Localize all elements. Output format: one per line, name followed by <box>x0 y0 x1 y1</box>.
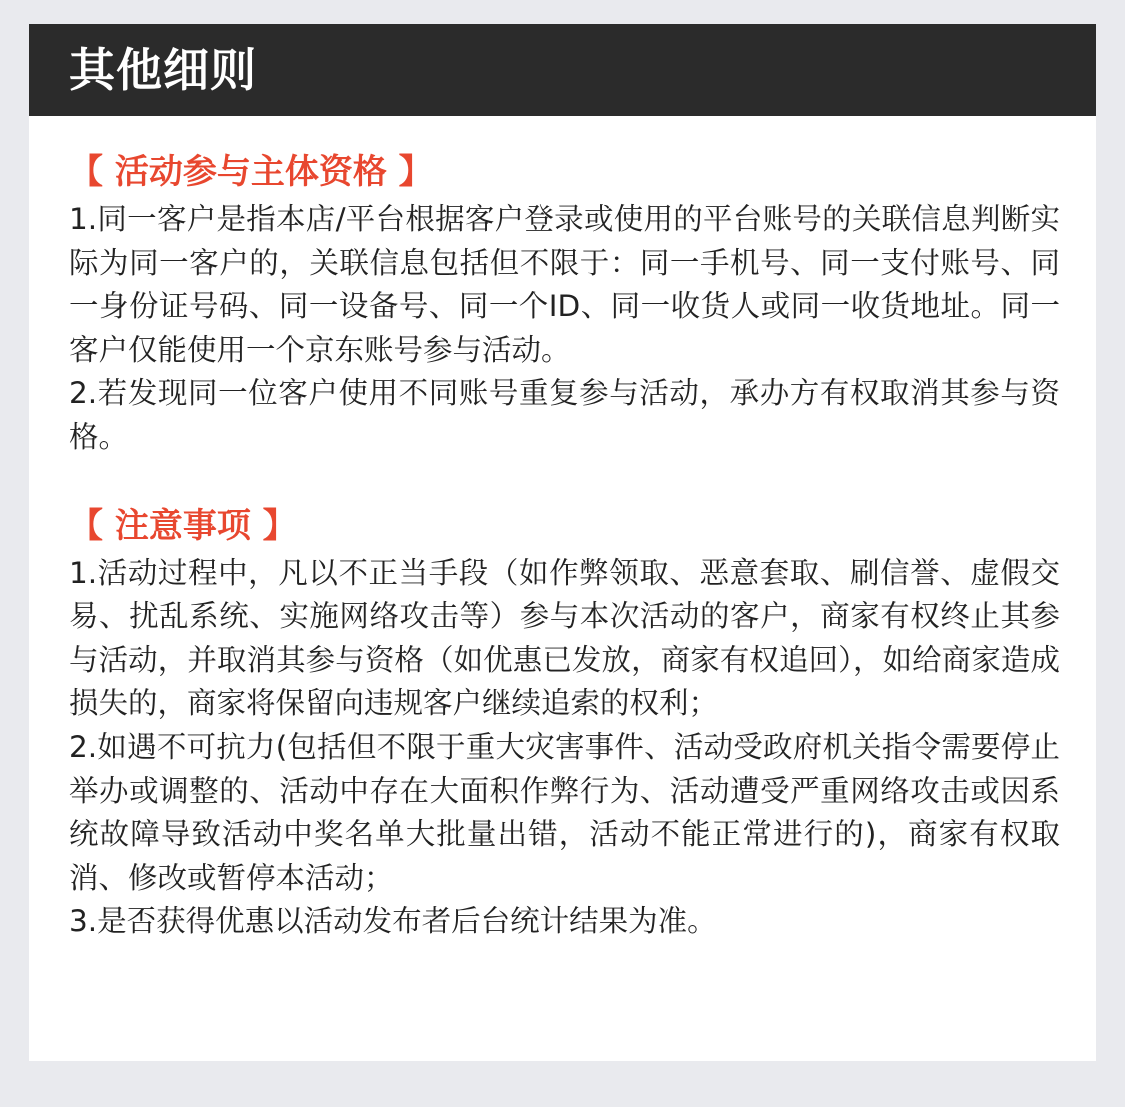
section-title-notes: 【 注意事项 】 <box>69 505 297 546</box>
section-eligibility <box>69 150 1060 460</box>
notes-rule-3: 3.是否获得优惠以活动发布者后台统计结果为准。 <box>69 904 717 939</box>
rules-content <box>29 116 1096 944</box>
rules-card <box>29 24 1096 1061</box>
eligibility-rule-1: 1.同一客户是指本店/平台根据客户登录或使用的平台账号的关联信息判断实际为同一客户的，关联信息包括但不限于：同一手机号、同一支付账号、同一身份证号码、同一设备号、同一个ID、同一收货人或同一收货地址。同一客户仅能使用一个京东账号参与活动。 <box>69 202 1060 367</box>
section-title-eligibility: 【 活动参与主体资格 】 <box>69 152 433 192</box>
section-notes <box>69 504 1060 944</box>
page-title: 其他细则 <box>69 43 257 97</box>
eligibility-rule-2: 2.若发现同一位客户使用不同账号重复参与活动，承办方有权取消其参与资格。 <box>69 376 1060 454</box>
notes-rule-1: 1.活动过程中，凡以不正当手段（如作弊领取、恶意套取、刷信誉、虚假交易、扰乱系统、实施网络攻击等）参与本次活动的客户，商家有权终止其参与活动，并取消其参与资格（如优惠已发放，商家有权追回），如给商家造成损失的，商家将保留向违规客户继续追索的权利； <box>69 555 1060 721</box>
section-divider-space <box>69 460 1060 504</box>
header-bar <box>29 24 1096 116</box>
notes-rule-2: 2.如遇不可抗力(包括但不限于重大灾害事件、活动受政府机关指令需要停止举办或调整的、活动中存在大面积作弊行为、活动遭受严重网络攻击或因系统故障导致活动中奖名单大批量出错，活动不能正常进行的)，商家有权取消、修改或暂停本活动； <box>69 729 1060 895</box>
